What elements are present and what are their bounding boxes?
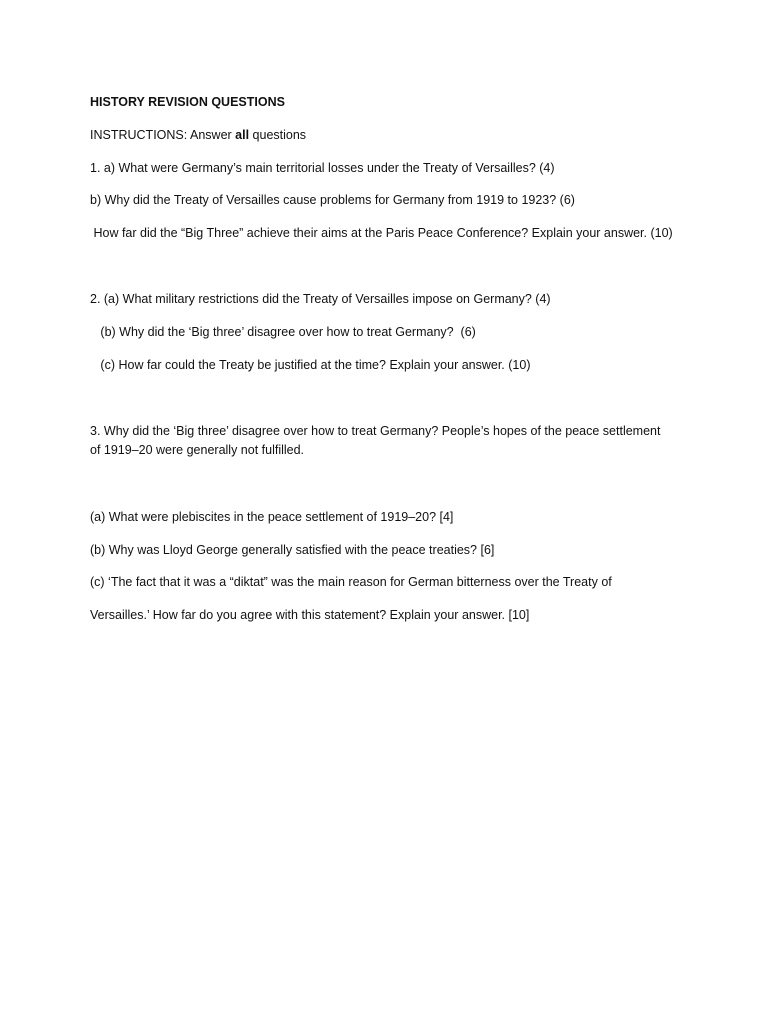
question-2c: (c) How far could the Treaty be justified at the time? Explain your answer. (10): [90, 358, 531, 372]
question-1b: b) Why did the Treaty of Versailles cause problems for Germany from 1919 to 1923? (6): [90, 193, 575, 207]
instructions-prefix: INSTRUCTIONS: Answer: [90, 128, 236, 142]
instructions: [90, 127, 306, 143]
instructions-suffix: questions: [249, 128, 307, 142]
question-1c: How far did the “Big Three” achieve their aims at the Paris Peace Conference? Explain your answer. (10): [90, 226, 673, 240]
question-3a: (a) What were plebiscites in the peace settlement of 1919–20? [4]: [90, 510, 454, 524]
document-title: HISTORY REVISION QUESTIONS: [90, 95, 285, 109]
instructions-emphasis: all: [235, 128, 250, 142]
question-3c-line2: Versailles.’ How far do you agree with this statement? Explain your answer. [10]: [90, 608, 530, 622]
question-3c-line1: (c) ‘The fact that it was a “diktat” was the main reason for German bitterness over the Treaty of: [90, 575, 612, 589]
question-3b: (b) Why was Lloyd George generally satisfied with the peace treaties? [6]: [90, 543, 495, 557]
question-2a: 2. (a) What military restrictions did the Treaty of Versailles impose on Germany? (4): [90, 292, 551, 306]
question-2b: (b) Why did the ‘Big three’ disagree over how to treat Germany? (6): [90, 325, 476, 339]
question-3-intro-line1: 3. Why did the ‘Big three’ disagree over how to treat Germany? People’s hopes of the peace settlement: [90, 424, 661, 438]
question-1a: 1. a) What were Germany’s main territorial losses under the Treaty of Versailles? (4): [90, 161, 555, 175]
question-3-intro-line2: of 1919–20 were generally not fulfilled.: [90, 443, 305, 457]
